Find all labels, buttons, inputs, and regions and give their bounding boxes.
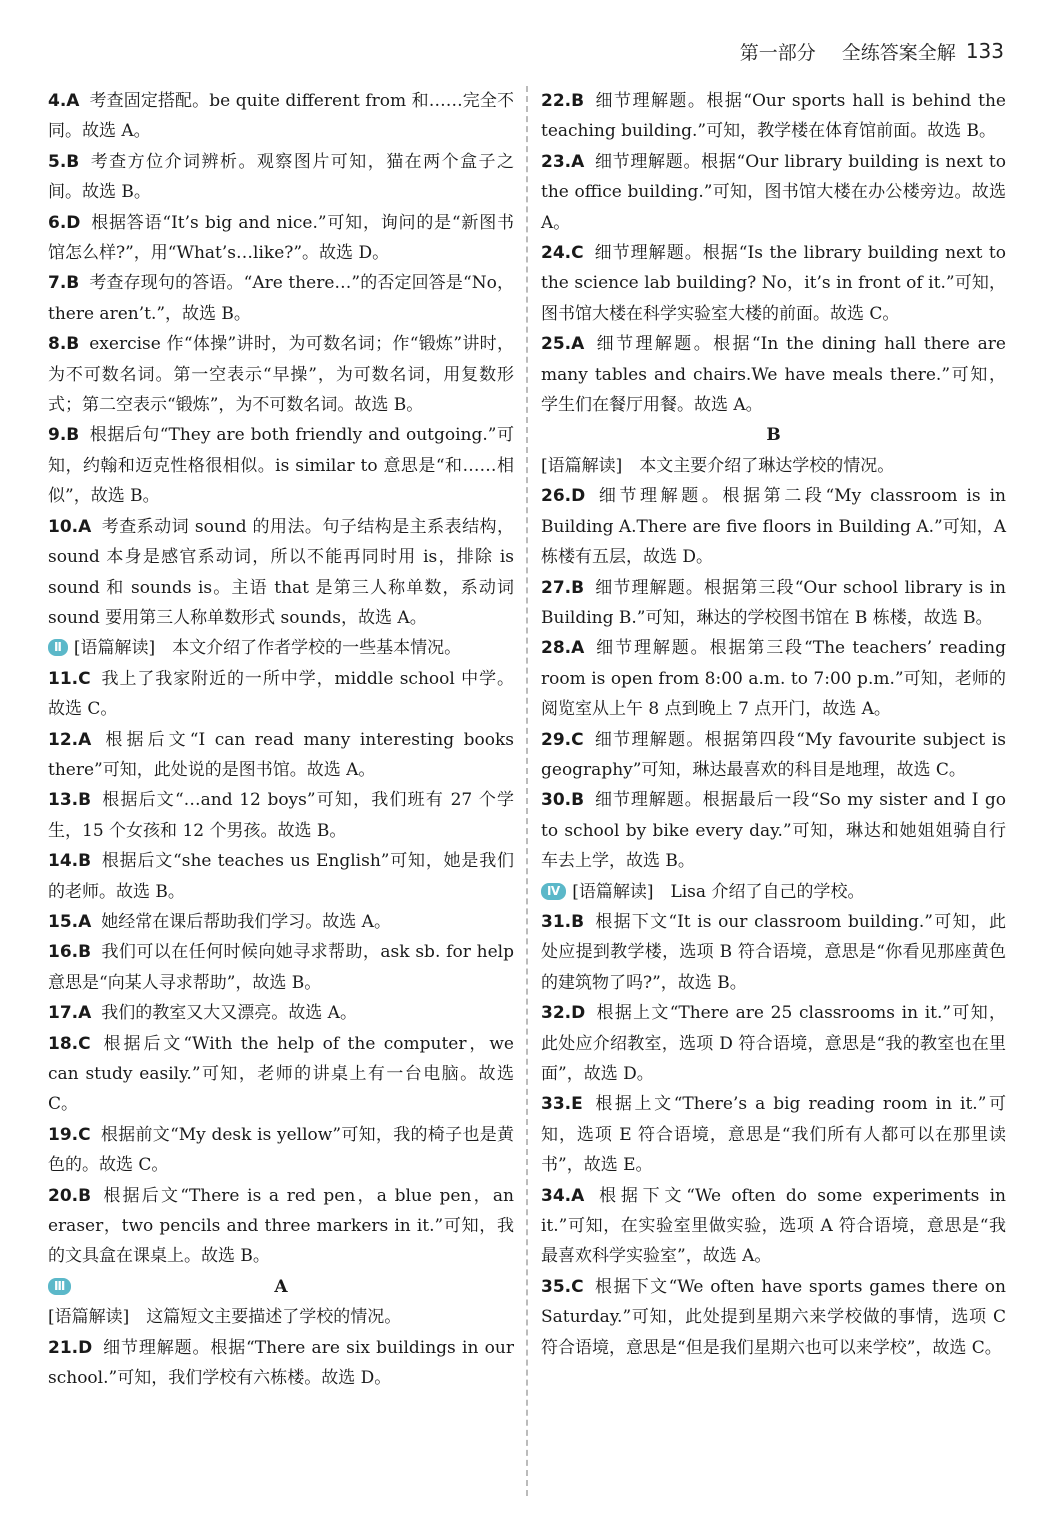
answer-number: 7.B <box>48 273 80 294</box>
answer-item <box>541 86 1006 147</box>
answer-explanation: 根据下文“We often do some experiments in it.”可知，在实验室里做实验，选项 A 符合语境，意思是“我最喜欢科学实验室”，故选 A。 <box>541 1185 1006 1267</box>
answer-explanation: 细节理解题。根据“Is the library building next to the science lab building? No，it’s in front of it.”可知，图书馆大楼在科学实验室大楼的前面。故选 C。 <box>541 243 1006 324</box>
answer-number: 9.B <box>48 425 80 446</box>
answer-explanation: 根据前文“My desk is yellow”可知，我的椅子也是黄色的。故选 C。 <box>48 1124 514 1176</box>
answer-explanation: 根据答语“It’s big and nice.”可知，询问的是“新图书馆怎么样?”，用“What’s…like?”。故选 D。 <box>48 212 514 264</box>
answer-number: 26.D <box>541 486 586 507</box>
answer-number: 14.B <box>48 851 92 872</box>
answer-number: 13.B <box>48 790 92 811</box>
answer-item <box>48 785 514 846</box>
answer-number: 12.A <box>48 729 92 750</box>
answer-explanation: 根据后文“…and 12 boys”可知，我们班有 27 个学生，15 个女孩和 12 个男孩。故选 B。 <box>48 790 514 841</box>
answer-item <box>48 1029 514 1120</box>
section-iii-header <box>48 1272 514 1302</box>
answer-number: 5.B <box>48 151 80 172</box>
answer-item <box>541 1089 1006 1180</box>
book-title: 全练答案全解 <box>841 41 956 64</box>
answer-explanation: 细节理解题。根据“In the dining hall there are many tables and chairs.We have meals there.”可知，学生们在餐厅用餐。故选 A。 <box>541 334 1006 416</box>
answer-explanation: 细节理解题。根据“Our library building is next to the office building.”可知，图书馆大楼在办公楼旁边。故选 A。 <box>541 151 1006 233</box>
answer-item <box>541 725 1006 786</box>
right-column <box>541 86 1006 1363</box>
answer-number: 10.A <box>48 516 92 537</box>
answer-item <box>48 147 514 208</box>
section-badge: Ⅳ <box>541 883 566 900</box>
answer-number: 31.B <box>541 911 585 932</box>
answer-number: 16.B <box>48 942 92 963</box>
answer-explanation: 我们可以在任何时候向她寻求帮助，ask sb. for help 意思是“向某人寻求帮助”，故选 B。 <box>48 942 514 993</box>
answer-list <box>541 481 1006 876</box>
answer-item <box>48 846 514 907</box>
answer-item <box>541 1181 1006 1272</box>
answer-explanation: 考查系动词 sound 的用法。句子结构是主系表结构，sound 本身是感官系动词，所以不能再同时用 is，排除 is sound 和 sounds is。主语 that 是第三人称单数，系动词 sound 要用第三人称单数形式 sounds，故选 A。 <box>48 516 514 628</box>
answer-explanation: 细节理解题。根据第四段“My favourite subject is geography”可知，琳达最喜欢的科目是地理，故选 C。 <box>541 729 1006 780</box>
passage-label: B <box>766 425 781 446</box>
answer-item <box>48 329 514 420</box>
answer-explanation: 根据后文“I can read many interesting books there”可知，此处说的是图书馆。故选 A。 <box>48 729 514 780</box>
answer-number: 11.C <box>48 668 91 689</box>
answer-number: 6.D <box>48 212 81 233</box>
answer-explanation: 根据上文“There’s a big reading room in it.”可知，选项 E 符合语境，意思是“我们所有人都可以在那里读书”，故选 E。 <box>541 1094 1006 1176</box>
answer-explanation: 考查方位介词辨析。观察图片可知，猫在两个盒子之间。故选 B。 <box>48 151 514 203</box>
answer-explanation: 考查固定搭配。be quite different from 和……完全不同。故选 A。 <box>48 91 514 142</box>
part-label: 第一部分 <box>739 41 816 64</box>
answer-number: 27.B <box>541 577 585 598</box>
answer-explanation: 细节理解题。根据第三段“The teachers’ reading room is open from 8:00 a.m. to 7:00 p.m.”可知，老师的阅览室从上午 8 点到晚上 7 点开门，故选 A。 <box>541 638 1006 720</box>
answer-item <box>541 481 1006 572</box>
answer-item <box>48 907 514 937</box>
answer-number: 20.B <box>48 1185 92 1206</box>
answer-explanation: 根据后文“With the help of the computer，we can study easily.”可知，老师的讲桌上有一台电脑。故选 C。 <box>48 1033 514 1115</box>
answer-number: 30.B <box>541 790 585 811</box>
answer-item <box>48 86 514 147</box>
answer-item <box>48 1120 514 1181</box>
answer-explanation: 细节理解题。根据第三段“Our school library is in Building B.”可知，琳达的学校图书馆在 B 栋楼，故选 B。 <box>541 577 1006 628</box>
answer-item <box>541 573 1006 634</box>
answer-number: 21.D <box>48 1337 93 1358</box>
answer-item <box>48 937 514 998</box>
answer-number: 22.B <box>541 91 585 111</box>
answer-number: 15.A <box>48 911 92 932</box>
answer-explanation: 根据后文“There is a red pen，a blue pen，an eraser，two pencils and three markers in it.”可知，我的文具盒在课桌上。故选 B。 <box>48 1185 514 1267</box>
answer-item <box>48 268 514 329</box>
answer-number: 23.A <box>541 151 585 172</box>
answer-number: 34.A <box>541 1185 585 1206</box>
answer-explanation: 细节理解题。根据“Our sports hall is behind the teaching building.”可知，教学楼在体育馆前面。故选 B。 <box>541 91 1006 142</box>
answer-number: 32.D <box>541 1003 586 1024</box>
answer-item <box>541 1272 1006 1363</box>
left-column <box>48 86 514 1393</box>
answer-number: 8.B <box>48 334 80 355</box>
answer-item <box>541 238 1006 329</box>
answer-explanation: 我上了我家附近的一所中学，middle school 中学。故选 C。 <box>48 668 514 720</box>
answer-item <box>48 512 514 634</box>
answer-item <box>48 208 514 269</box>
answer-number: 18.C <box>48 1033 91 1054</box>
answer-explanation: 考查存现句的答语。“Are there…”的否定回答是“No，there aren’t.”，故选 B。 <box>48 273 514 324</box>
answer-explanation: exercise 作“体操”讲时，为可数名词；作“锻炼”讲时，为不可数名词。第一空表示“早操”，为可数名词，用复数形式；第二空表示“锻炼”，为不可数名词。故选 B。 <box>48 334 514 416</box>
section-iv-reading <box>541 877 1006 907</box>
answer-number: 4.A <box>48 91 80 111</box>
section-badge: Ⅱ <box>48 639 68 656</box>
answer-list <box>48 86 514 633</box>
reading-summary: [语篇解读] 本文主要介绍了琳达学校的情况。 <box>541 455 895 476</box>
answer-item <box>48 664 514 725</box>
answer-explanation: 根据下文“It is our classroom building.”可知，此处应提到教学楼，选项 B 符合语境，意思是“你看见那座黄色的建筑物了吗?”，故选 B。 <box>541 911 1006 993</box>
answer-item <box>541 147 1006 238</box>
reading-summary: [语篇解读] 这篇短文主要描述了学校的情况。 <box>48 1307 402 1328</box>
answer-explanation: 细节理解题。根据第二段“My classroom is in Building A.There are five floors in Building A.”可知，A 栋楼有五层，故选 D。 <box>541 486 1006 568</box>
answer-list <box>541 86 1006 420</box>
answer-item <box>48 998 514 1028</box>
answer-number: 28.A <box>541 638 585 659</box>
section-ii-reading <box>48 633 514 663</box>
answer-number: 17.A <box>48 1003 92 1024</box>
reading-summary: [语篇解读] 本文介绍了作者学校的一些基本情况。 <box>73 638 462 659</box>
page-number: 133 <box>965 39 1004 63</box>
answer-item <box>541 329 1006 420</box>
answer-list <box>541 907 1006 1363</box>
answer-explanation: 我们的教室又大又漂亮。故选 A。 <box>101 1003 357 1024</box>
answer-number: 19.C <box>48 1124 91 1145</box>
page-header <box>740 36 1004 66</box>
column-divider <box>526 86 528 1496</box>
answer-number: 25.A <box>541 334 585 355</box>
answer-explanation: 她经常在课后帮助我们学习。故选 A。 <box>101 911 391 932</box>
answer-item <box>48 1333 514 1394</box>
answer-number: 29.C <box>541 729 584 750</box>
passage-label: A <box>274 1276 288 1297</box>
answer-item <box>541 907 1006 998</box>
reading-summary: [语篇解读] Lisa 介绍了自己的学校。 <box>572 881 865 902</box>
answer-item <box>48 1181 514 1272</box>
answer-number: 35.C <box>541 1276 584 1297</box>
answer-explanation: 细节理解题。根据最后一段“So my sister and I go to school by bike every day.”可知，琳达和她姐姐骑自行车去上学，故选 B。 <box>541 790 1006 872</box>
answer-explanation: 根据下文“We often have sports games there on Saturday.”可知，此处提到星期六来学校做的事情，选项 C 符合语境，意思是“但是我们星期六也可以来学校”，故选 C。 <box>541 1276 1006 1358</box>
answer-item <box>541 785 1006 876</box>
answer-explanation: 根据上文“There are 25 classrooms in it.”可知，此处应介绍教室，选项 D 符合语境，意思是“我的教室也在里面”，故选 D。 <box>541 1003 1006 1084</box>
answer-explanation: 细节理解题。根据“There are six buildings in our school.”可知，我们学校有六栋楼。故选 D。 <box>48 1337 514 1389</box>
answer-number: 33.E <box>541 1094 583 1115</box>
answer-item <box>541 998 1006 1089</box>
answer-item <box>541 633 1006 724</box>
answer-explanation: 根据后句“They are both friendly and outgoing.”可知，约翰和迈克性格很相似。is similar to 意思是“和……相似”，故选 B。 <box>48 425 514 507</box>
section-badge: Ⅲ <box>48 1278 71 1295</box>
answer-item <box>48 420 514 511</box>
answer-list <box>48 1333 514 1394</box>
answer-explanation: 根据后文“she teaches us English”可知，她是我们的老师。故选 B。 <box>48 851 514 902</box>
answer-list <box>48 664 514 1272</box>
answer-number: 24.C <box>541 243 584 264</box>
answer-item <box>48 725 514 786</box>
